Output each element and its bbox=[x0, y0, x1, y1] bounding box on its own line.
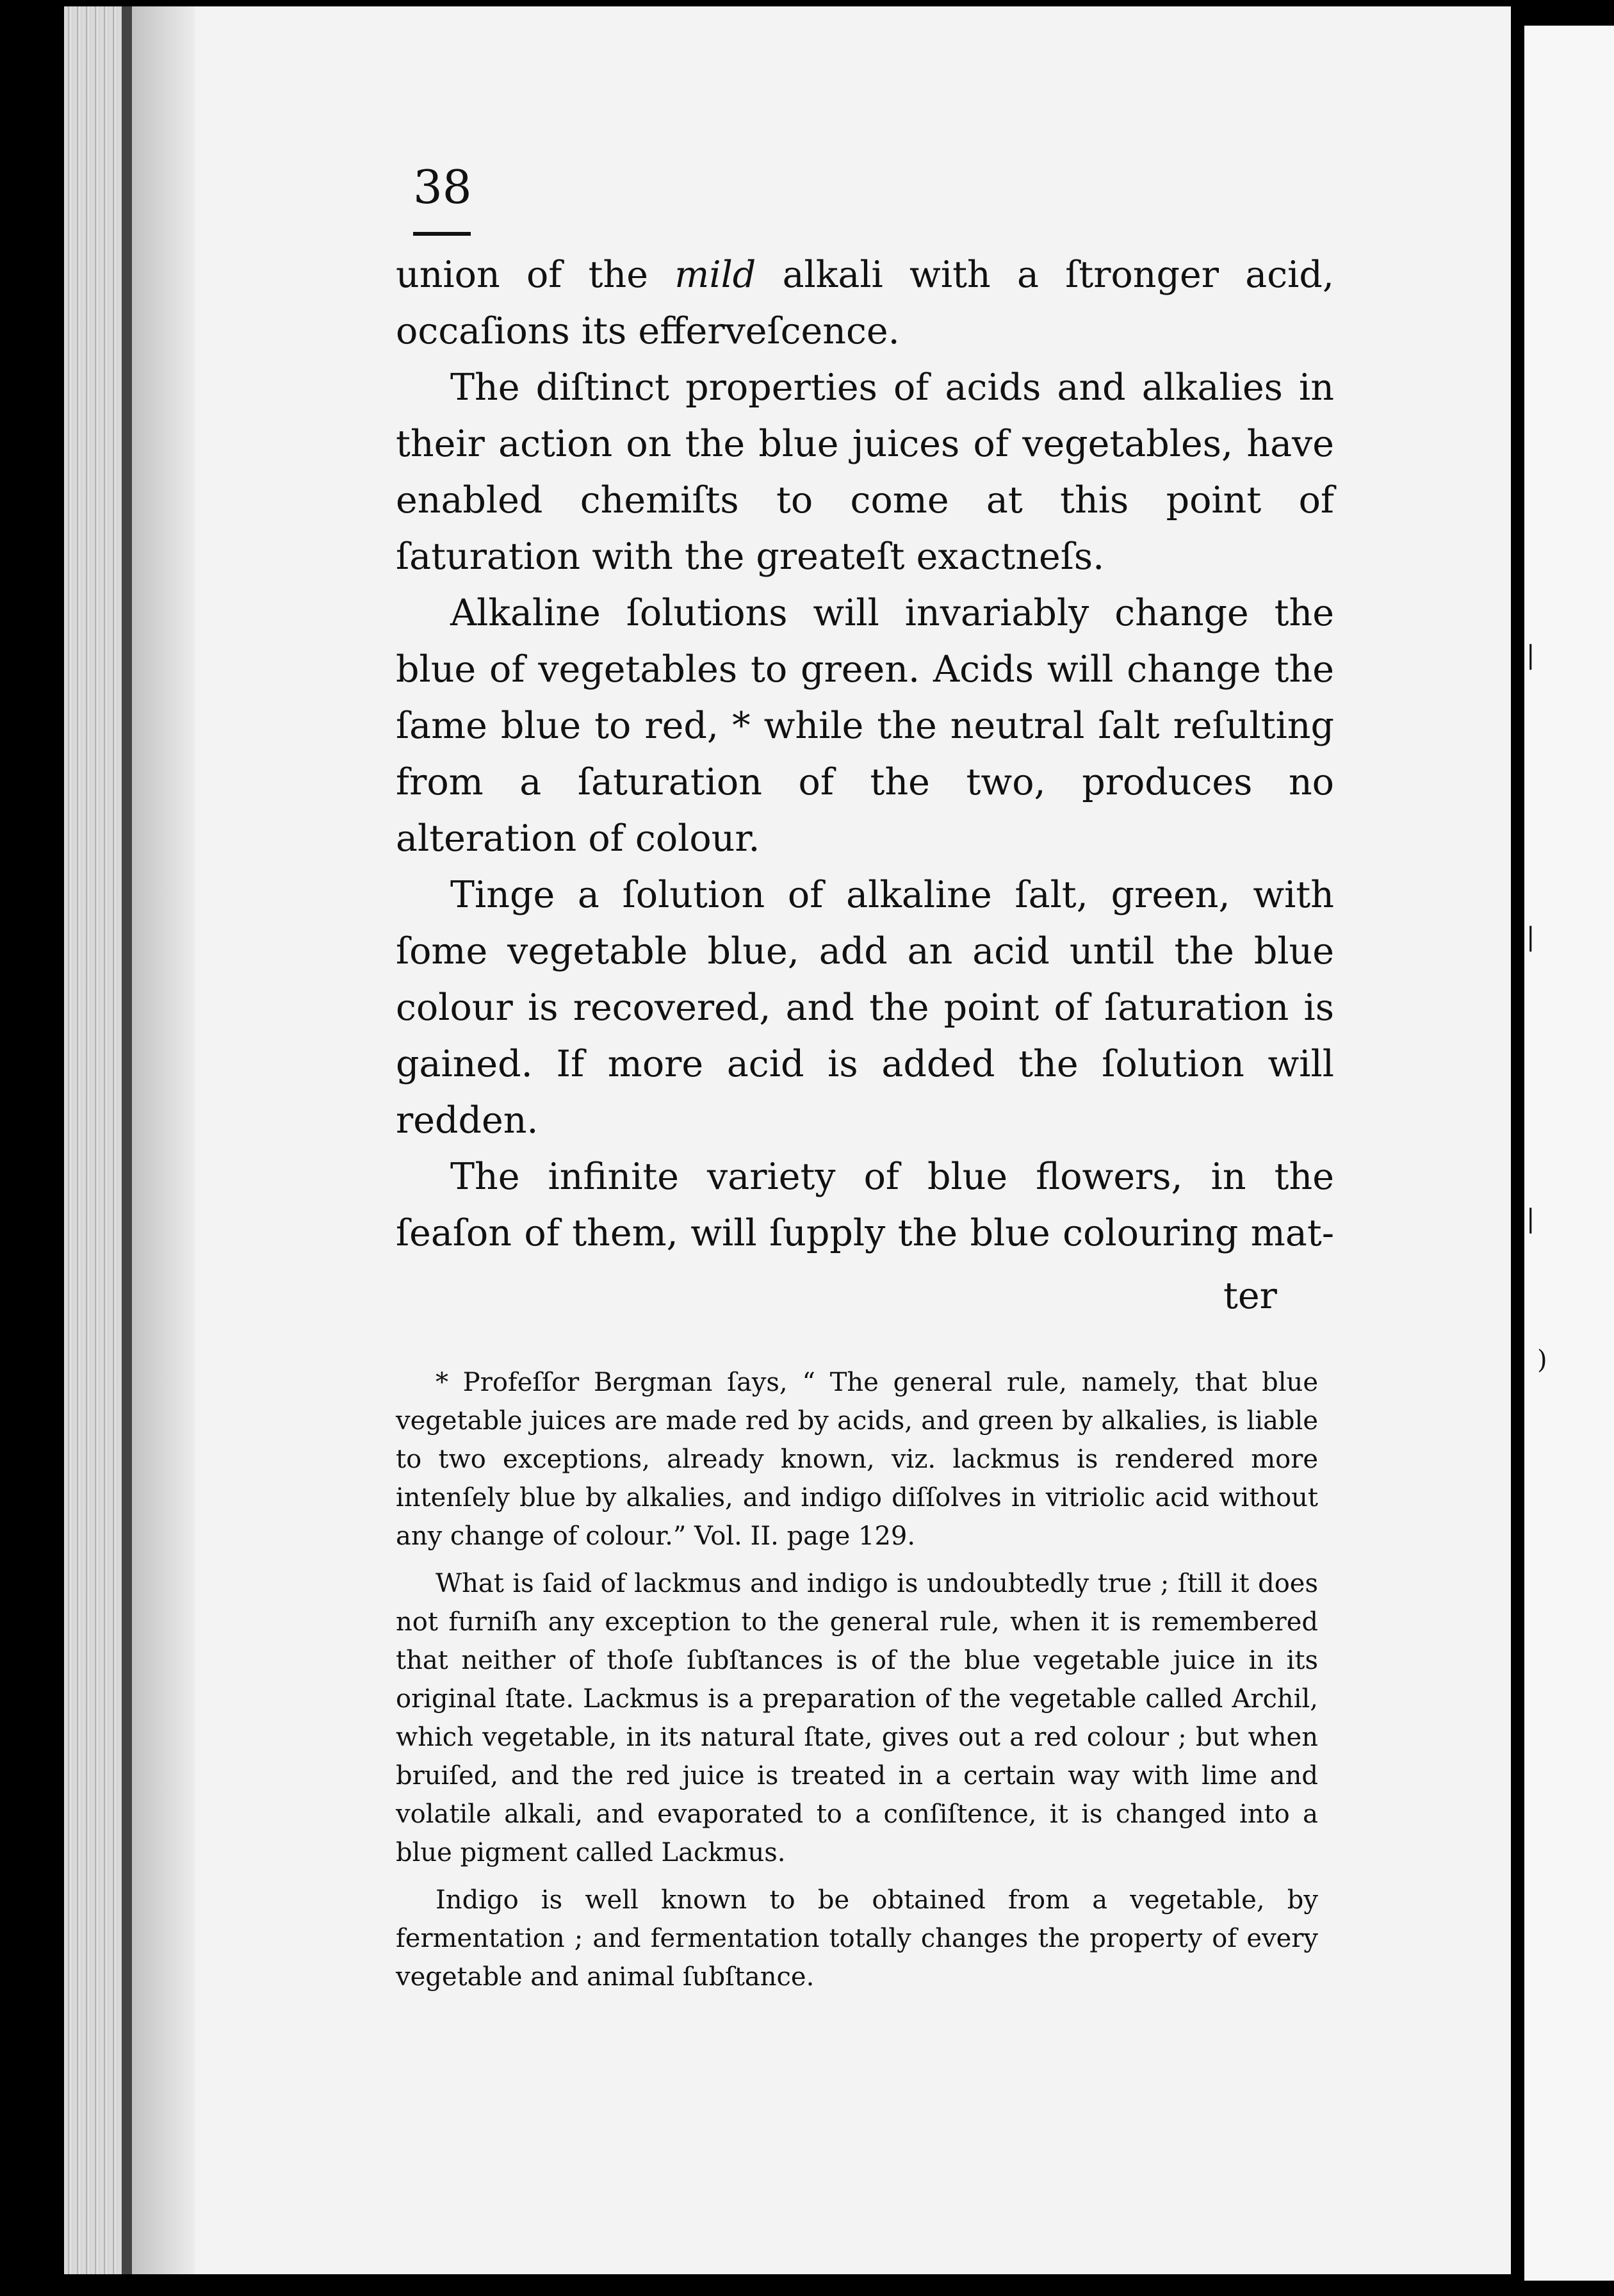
facing-page-edge bbox=[1524, 26, 1614, 2281]
margin-mark: | bbox=[1526, 641, 1535, 670]
margin-mark: | bbox=[1526, 1204, 1535, 1234]
body-paragraph: The diſtinct properties of acids and alkalies in their action on the blue juices of vegetables, have enabled chemiſts to come at this point of ſaturation with the greateſt exactneſs. bbox=[396, 366, 1334, 578]
page-number: 38 bbox=[413, 160, 472, 214]
body-text bbox=[396, 247, 1334, 1261]
footnote: * Profeſſor Bergman ſays, “ The general rule, namely, that blue vegetable juices are made red by acids, and green by alkalies, is liable to two exceptions, already known, viz. lackmus is rendered more intenſely blue by alkalies, and indigo diſſolves in vitriolic acid without any change of colour.” Vol. II. page 129. bbox=[396, 1368, 1318, 1551]
footnotes bbox=[396, 1363, 1318, 2005]
footnote: What is ſaid of lackmus and indigo is undoubtedly true ; ſtill it does not furniſh any exception to the general rule, when it is remembered that neither of thoſe ſubſtances is of the blue vegetable juice in its original ſtate. Lackmus is a preparation of the vegetable called Archil, which vegetable, in its natural ſtate, gives out a red colour ; but when bruiſed, and the red juice is treated in a certain way with lime and volatile alkali, and evaporated to a conſiſtence, it is changed into a blue pigment called Lackmus. bbox=[396, 1569, 1318, 1867]
body-paragraph bbox=[396, 247, 1334, 359]
body-text-run: alkali with a ſtronger acid, occaſions its efferveſcence. bbox=[396, 254, 1335, 352]
footnote: Indigo is well known to be obtained from a vegetable, by fermentation ; and fermentation totally changes the property of every vegetable and animal ſubſtance. bbox=[396, 1885, 1318, 1992]
body-text-run: union of the bbox=[396, 254, 675, 296]
body-paragraph: The infinite variety of blue flowers, in the ſeaſon of them, will ſupply the blue colouring mat- bbox=[396, 1156, 1334, 1254]
body-paragraph: Alkaline ſolutions will invariably change the blue of vegetables to green. Acids will change the ſame blue to red, * while the neutral ſalt reſulting from a ſaturation of the two, produces no alteration of colour. bbox=[396, 592, 1334, 860]
body-paragraph: Tinge a ſolution of alkaline ſalt, green, with ſome vegetable blue, add an acid until the blue colour is recovered, and the point of ſaturation is gained. If more acid is added the ſolution will redden. bbox=[396, 874, 1334, 1142]
gutter-shadow bbox=[122, 6, 132, 2274]
catchword: ter bbox=[1223, 1275, 1277, 1317]
body-text-italic: mild bbox=[674, 254, 756, 296]
page-number-rule bbox=[413, 232, 471, 236]
margin-mark: ) bbox=[1537, 1345, 1547, 1375]
margin-mark: | bbox=[1526, 922, 1535, 952]
